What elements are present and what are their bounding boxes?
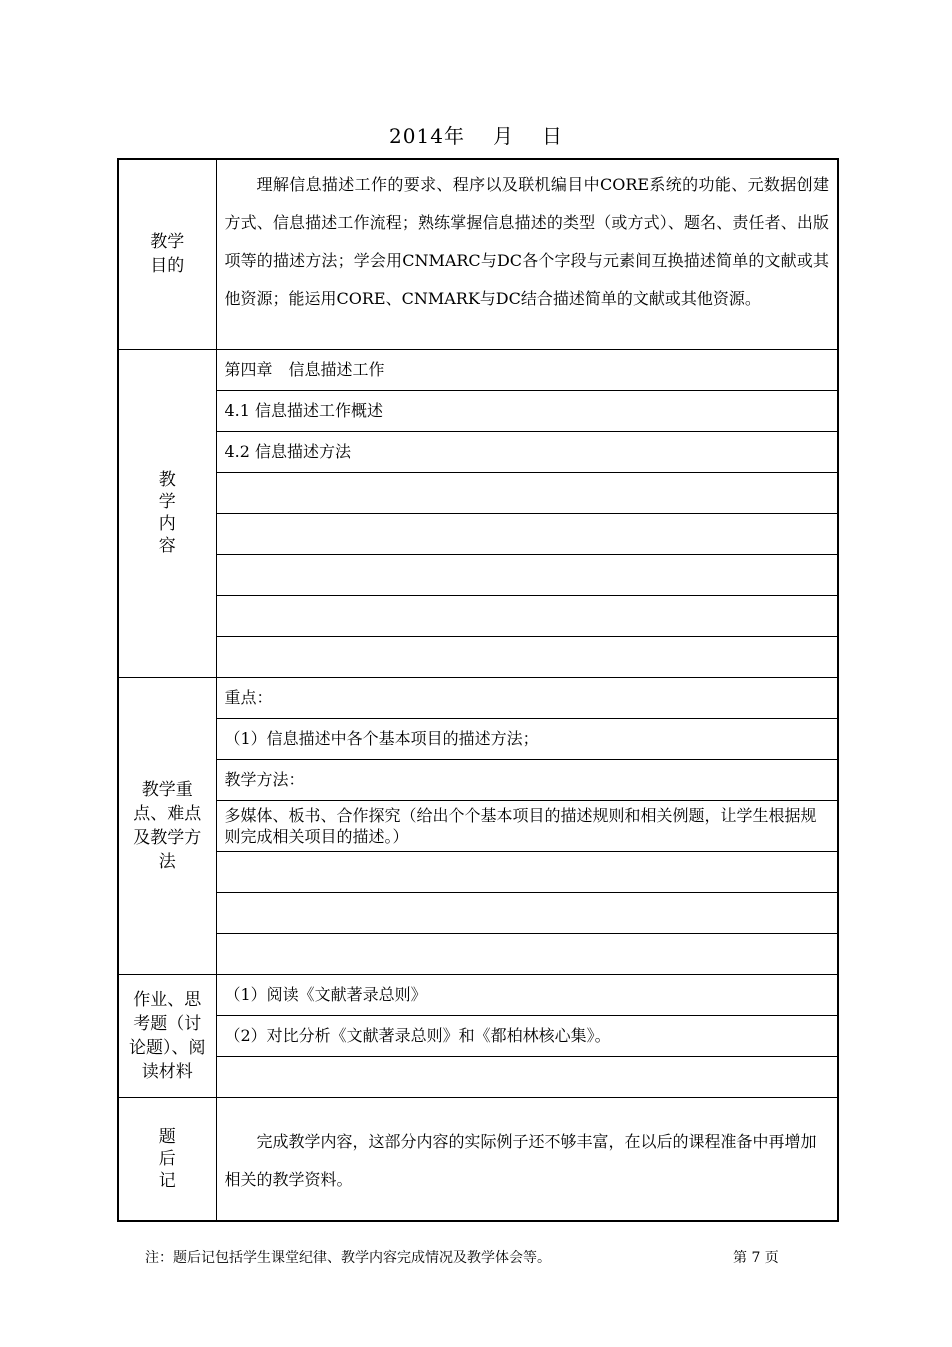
homework-label-line: 作业、思	[133, 989, 202, 1010]
content-line	[216, 636, 838, 677]
homework-line: （1）阅读《文献著录总则》	[216, 974, 838, 1015]
content-line: 4.2 信息描述方法	[216, 431, 838, 472]
postscript-label-char: 记	[158, 1170, 176, 1191]
content-label-char: 学	[158, 492, 176, 512]
keypoints-line: （1）信息描述中各个基本项目的描述方法；	[216, 718, 838, 759]
date-day-unit: 日	[541, 124, 563, 148]
keypoints-label	[118, 677, 216, 974]
purpose-row	[118, 159, 838, 349]
postscript-label	[118, 1097, 216, 1221]
keypoints-label-line: 及教学方	[133, 827, 202, 848]
purpose-label-line2: 目的	[150, 256, 185, 277]
keypoints-line	[216, 933, 838, 974]
keypoints-line	[216, 892, 838, 933]
postscript-label-char: 题	[158, 1126, 176, 1147]
postscript-label-char: 后	[158, 1148, 176, 1169]
content-label-char: 内	[158, 514, 176, 534]
content-line	[216, 554, 838, 595]
date-line	[0, 120, 952, 149]
content-label-char: 教	[158, 470, 176, 490]
date-month-unit: 月	[492, 124, 514, 148]
homework-label-line: 读材料	[141, 1061, 193, 1082]
keypoints-line: 教学方法：	[216, 759, 838, 800]
purpose-text: 理解信息描述工作的要求、程序以及联机编目中CORE系统的功能、元数据创建方式、信息描述工作流程；熟练掌握信息描述的类型（或方式）、题名、责任者、出版项等的描述方法；学会用CNMARC与DC各个字段与元素间互换描述简单的文献或其他资源；能运用CORE、CNMARK与DC结合描述简单的文献或其他资源。	[216, 159, 838, 349]
keypoints-line	[216, 851, 838, 892]
keypoints-label-line: 法	[158, 851, 176, 872]
content-label	[118, 349, 216, 677]
purpose-label-line1: 教学	[150, 232, 185, 253]
content-line	[216, 595, 838, 636]
purpose-label	[118, 159, 216, 349]
homework-line	[216, 1056, 838, 1097]
content-line: 4.1 信息描述工作概述	[216, 390, 838, 431]
page-number: 第 7 页	[733, 1250, 779, 1266]
lesson-plan-table	[117, 158, 839, 1222]
keypoints-label-line: 教学重	[141, 779, 193, 800]
homework-label	[118, 974, 216, 1097]
date-year-unit: 年	[443, 124, 465, 148]
homework-label-line: 论题）、阅	[129, 1037, 206, 1058]
postscript-text: 完成教学内容，这部分内容的实际例子还不够丰富，在以后的课程准备中再增加相关的教学资料。	[216, 1097, 838, 1221]
keypoints-label-line: 点、难点	[133, 803, 202, 824]
homework-label-line: 考题（讨	[133, 1013, 202, 1034]
footer-note: 注：题后记包括学生课堂纪律、教学内容完成情况及教学体会等。	[145, 1250, 551, 1266]
keypoints-line: 多媒体、板书、合作探究（给出个个基本项目的描述规则和相关例题，让学生根据规则完成相关项目的描述。）	[216, 800, 838, 851]
keypoints-line: 重点：	[216, 677, 838, 718]
content-label-char: 容	[158, 536, 176, 556]
homework-line: （2）对比分析《文献著录总则》和《都柏林核心集》。	[216, 1015, 838, 1056]
date-year: 2014	[389, 124, 444, 148]
content-line: 第四章 信息描述工作	[216, 349, 838, 390]
content-line	[216, 472, 838, 513]
content-line	[216, 513, 838, 554]
